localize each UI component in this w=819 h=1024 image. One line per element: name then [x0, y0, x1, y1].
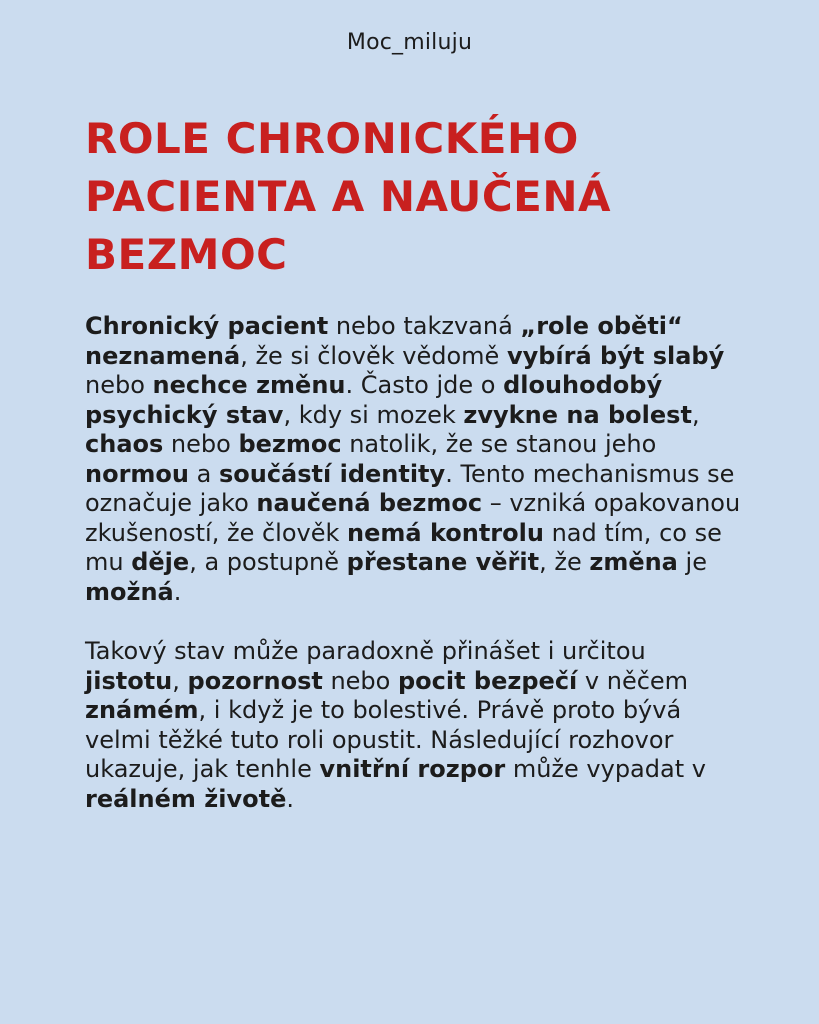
bold-text-segment: naučená bezmoc [256, 489, 483, 517]
bold-text-segment: součástí identity [218, 459, 446, 488]
text-segment: natolik, že se stanou jeho [341, 430, 657, 458]
text-segment: . Často jde o [345, 371, 504, 399]
text-segment: je [677, 548, 707, 576]
text-segment: v něčem [577, 666, 689, 695]
text-segment: může vypadat v [505, 755, 706, 783]
text-segment: , že si člověk vědomě [240, 341, 507, 370]
bold-text-segment: děje [131, 548, 190, 576]
text-segment: , že [539, 548, 590, 576]
post-title: ROLE CHRONICKÉHO PACIENTA A NAUČENÁ BEZMOC [85, 114, 612, 279]
text-segment: , a postupně [189, 548, 347, 576]
text-segment: nad tím, co se mu [85, 518, 722, 576]
text-segment: nebo [163, 430, 239, 458]
paragraph-2 [85, 637, 745, 814]
text-segment: nebo [85, 371, 153, 399]
text-segment: , i když je to bolestivé. Právě proto bývá velmi těžké tuto roli opustit. Následující rozhovor ukazuje, jak tenhle [85, 696, 682, 783]
bold-text-segment: vybírá být slabý [506, 341, 725, 370]
bold-text-segment: dlouhodobý psychický stav [85, 371, 663, 429]
text-segment: nebo takzvaná [328, 312, 521, 340]
text-segment: . [173, 577, 182, 606]
bold-text-segment: možná [85, 577, 174, 606]
text-segment: , kdy si mozek [283, 400, 464, 429]
bold-text-segment: zvykne na bolest [463, 400, 692, 429]
bold-text-segment: známém [85, 696, 199, 724]
bold-text-segment: bezmoc [238, 430, 342, 458]
text-segment: Takový stav může paradoxně přinášet i určitou [85, 637, 646, 665]
bold-text-segment: reálném životě [85, 784, 287, 813]
post-body [85, 312, 745, 814]
text-segment: . [286, 784, 294, 813]
bold-text-segment: vnitřní rozpor [319, 755, 506, 783]
bold-text-segment: nechce změnu [152, 371, 346, 399]
bold-text-segment: pocit bezpečí [397, 666, 578, 695]
bold-text-segment: normou [85, 459, 189, 488]
text-segment: , [172, 666, 188, 695]
text-segment: , [691, 400, 700, 429]
text-segment: – vzniká opakovanou zkušeností, že člověk [85, 489, 741, 547]
account-handle: Moc_miluju [346, 30, 473, 55]
bold-text-segment: nemá kontrolu [347, 518, 544, 547]
bold-text-segment: pozornost [187, 666, 323, 695]
bold-text-segment: jistotu [85, 666, 173, 695]
paragraph-1 [85, 312, 745, 607]
text-segment: nebo [322, 666, 398, 695]
text-segment: a [189, 459, 219, 488]
bold-text-segment: přestane věřit [346, 548, 540, 576]
bold-text-segment: chaos [85, 430, 164, 458]
text-segment: . Tento mechanismus se označuje jako [85, 459, 735, 517]
bold-text-segment: Chronický pacient [85, 312, 329, 340]
bold-text-segment: změna [589, 548, 678, 576]
bold-text-segment: „role oběti“ neznamená [85, 312, 683, 370]
